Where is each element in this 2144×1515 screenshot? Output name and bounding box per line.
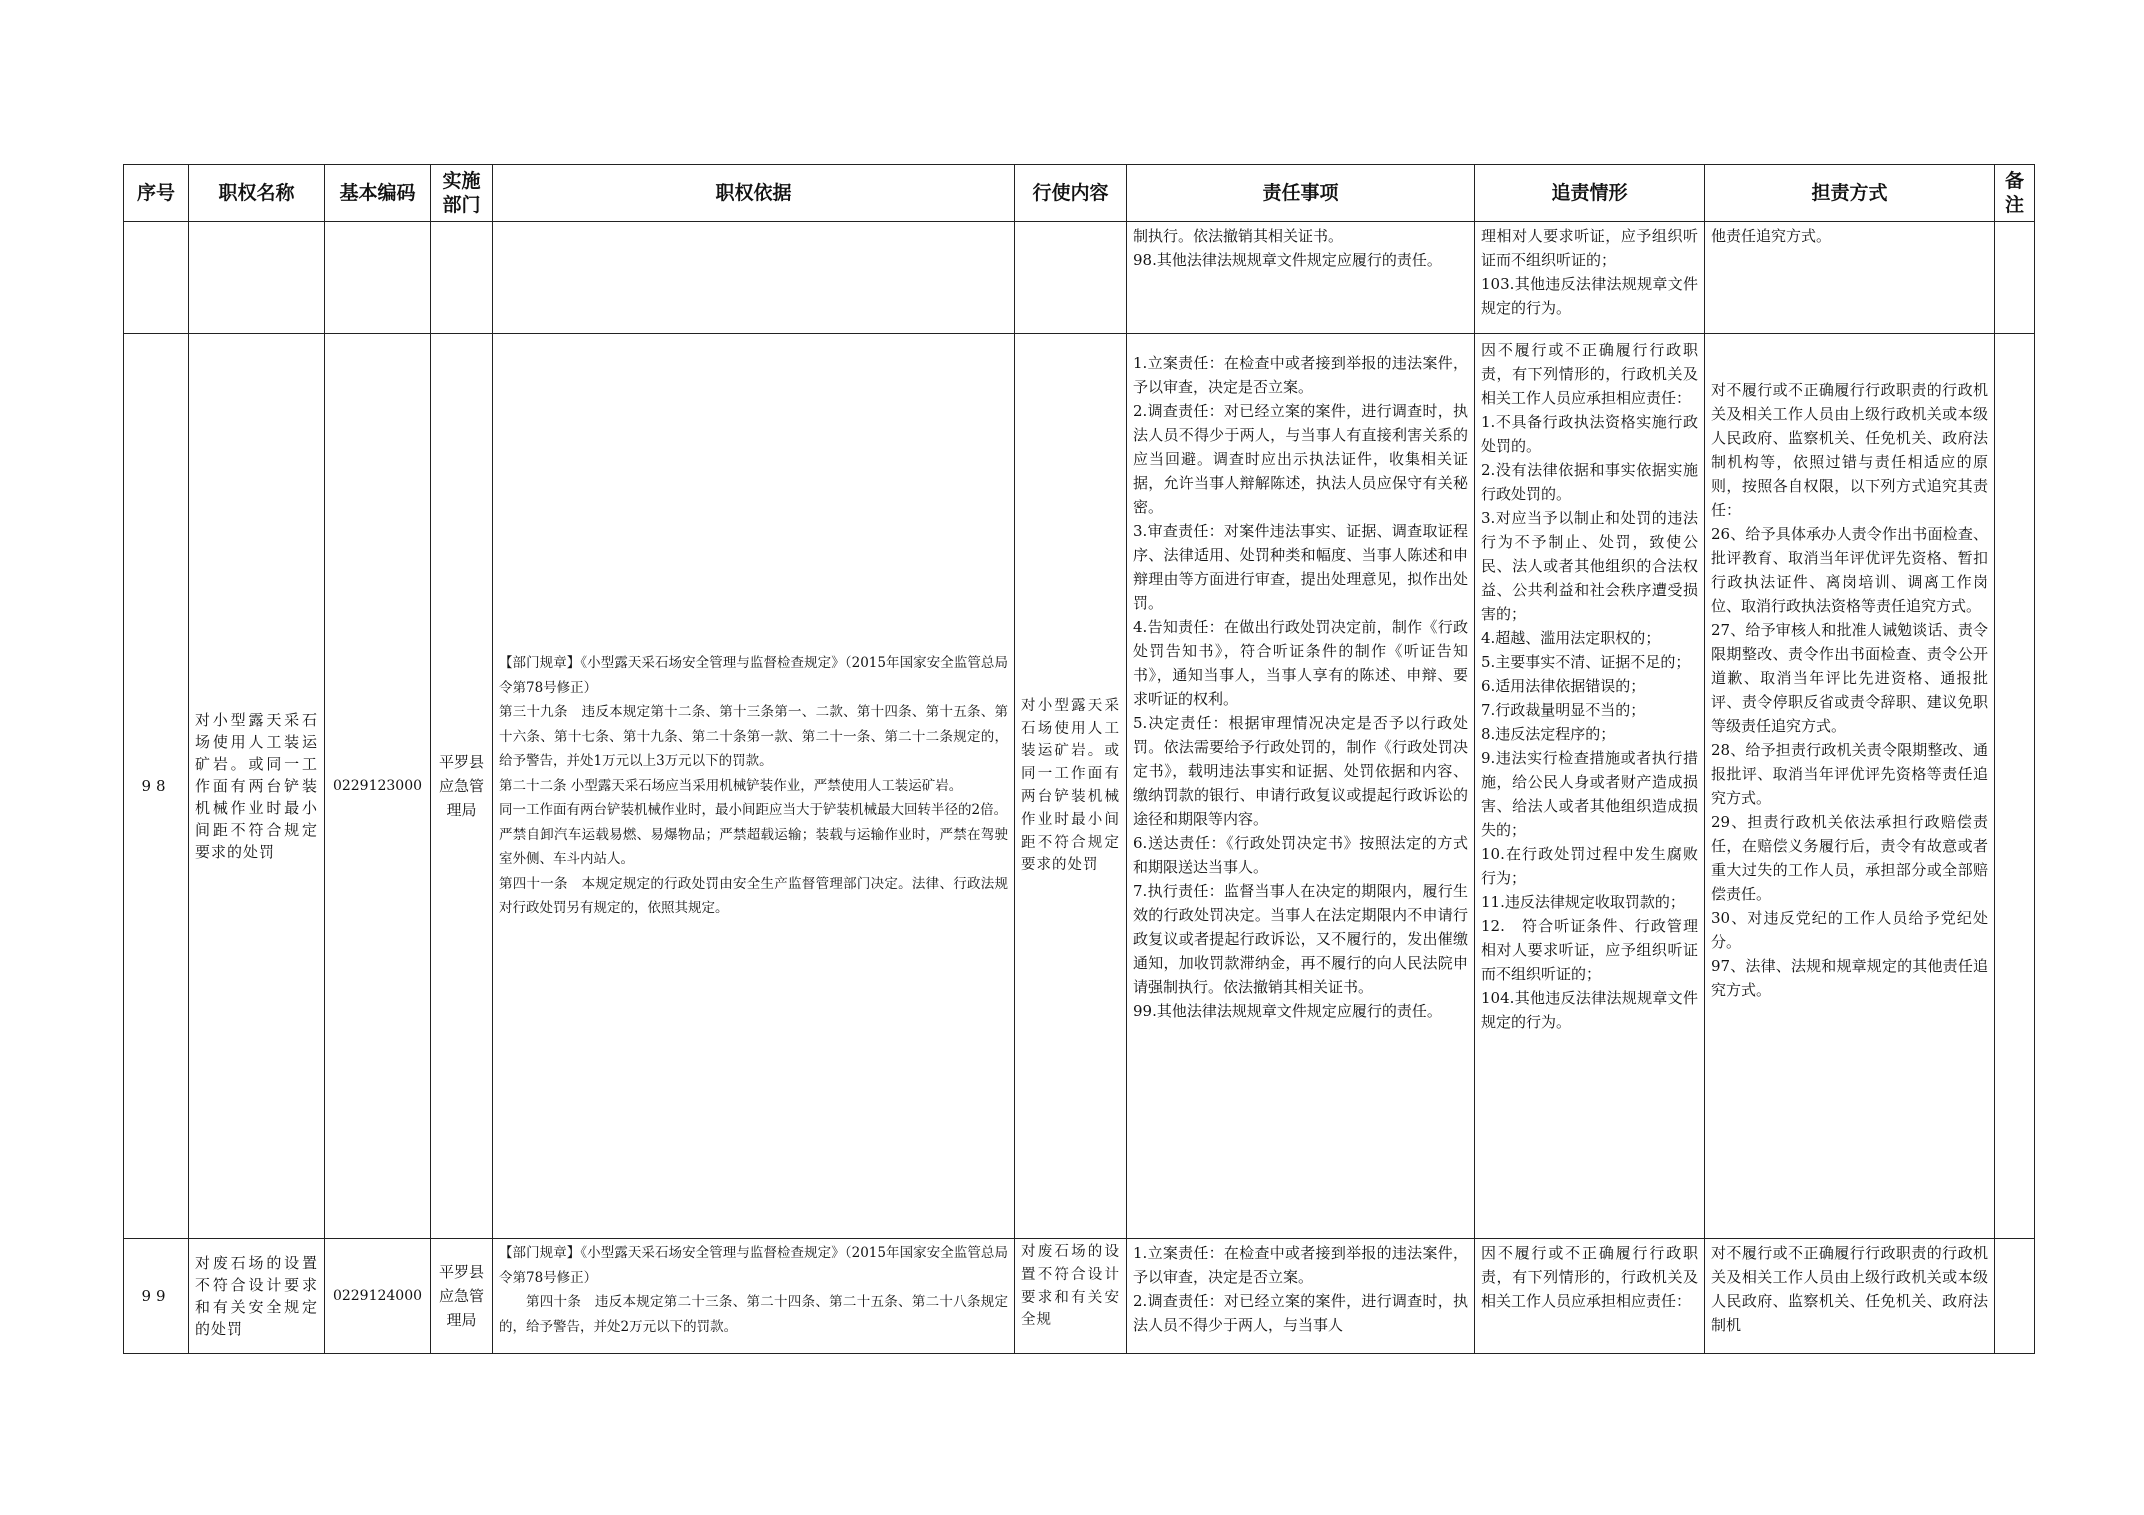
exercise-content: 对小型露天采石场使用人工装运矿岩。或同一工作面有两台铲装机械作业时最小间距不符合规定要求的处罚 bbox=[1021, 697, 1120, 874]
cell-method bbox=[1705, 1239, 1995, 1354]
accountability-line: 5.主要事实不清、证据不足的； bbox=[1481, 653, 1691, 671]
cell-method bbox=[1705, 222, 1995, 334]
responsibility-line: 制执行。依法撤销其相关证书。 bbox=[1133, 227, 1344, 245]
basis-line: 第三十九条 违反本规定第十二条、第十三条第一、二款、第十四条、第十五条、第十六条、第十七条、第十九条、第二十条第一款、第二十一条、第二十二条规定的，给予警告，并处1万元以上3万元以下的罚款。 bbox=[499, 704, 1008, 770]
accountability-line: 6.适用法律依据错误的； bbox=[1481, 677, 1646, 695]
cell-dept bbox=[431, 222, 493, 334]
header-dept: 实施部门 bbox=[431, 165, 493, 222]
accountability-line: 1.不具备行政执法资格实施行政处罚的。 bbox=[1481, 413, 1698, 455]
cell-responsibility bbox=[1127, 222, 1475, 334]
cell-code: 0229124000 bbox=[325, 1239, 431, 1354]
method-line: 对不履行或不正确履行行政职责的行政机关及相关工作人员由上级行政机关或本级人民政府、监察机关、任免机关、政府法制机构等，依照过错与责任相适应的原则，按照各自权限，以下列方式追究其责任： bbox=[1711, 381, 1988, 519]
basis-line: 第二十二条 小型露天采石场应当采用机械铲装作业，严禁使用人工装运矿岩。 bbox=[499, 777, 963, 794]
cell-content bbox=[1015, 334, 1127, 1239]
responsibility-line: 2.调查责任：对已经立案的案件，进行调查时，执法人员不得少于两人，与当事人 bbox=[1133, 1292, 1468, 1334]
accountability-line: 7.行政裁量明显不当的； bbox=[1481, 701, 1646, 719]
responsibility-line: 2.调查责任：对已经立案的案件，进行调查时，执法人员不得少于两人，与当事人有直接利害关系的应当回避。调查时应出示执法证件，收集相关证据，允许当事人辩解陈述，执法人员应保守有关秘密。 bbox=[1133, 402, 1468, 516]
header-code: 基本编码 bbox=[325, 165, 431, 222]
cell-seq: 99 bbox=[124, 1239, 189, 1354]
header-row bbox=[124, 165, 2035, 222]
cell-remark bbox=[1995, 1239, 2035, 1354]
header-method: 担责方式 bbox=[1705, 165, 1995, 222]
responsibility-line: 99.其他法律法规规章文件规定应履行的责任。 bbox=[1133, 1002, 1442, 1020]
basis-line: 【部门规章】《小型露天采石场安全管理与监督检查规定》（2015年国家安全监管总局令第78号修正） bbox=[499, 655, 1008, 696]
accountability-line: 2.没有法律依据和事实依据实施行政处罚的。 bbox=[1481, 461, 1698, 503]
cell-basis bbox=[493, 1239, 1015, 1354]
cell-remark bbox=[1995, 222, 2035, 334]
cell-responsibility bbox=[1127, 334, 1475, 1239]
method-line: 他责任追究方式。 bbox=[1711, 227, 1832, 245]
accountability-line: 11.违反法律规定收取罚款的； bbox=[1481, 893, 1685, 911]
cell-content bbox=[1015, 1239, 1127, 1354]
accountability-line: 因不履行或不正确履行行政职责，有下列情形的，行政机关及相关工作人员应承担相应责任： bbox=[1481, 341, 1698, 407]
header-responsibility: 责任事项 bbox=[1127, 165, 1475, 222]
duty-name: 对小型露天采石场使用人工装运矿岩。或同一工作面有两台铲装机械作业时最小间距不符合规定要求的处罚 bbox=[195, 711, 318, 861]
responsibility-line: 6.送达责任：《行政处罚决定书》按照法定的方式和期限送达当事人。 bbox=[1133, 834, 1468, 876]
accountability-line: 103.其他违反法律法规规章文件规定的行为。 bbox=[1481, 275, 1698, 317]
cell-seq: 98 bbox=[124, 334, 189, 1239]
cell-content bbox=[1015, 222, 1127, 334]
header-basis: 职权依据 bbox=[493, 165, 1015, 222]
cell-accountability bbox=[1475, 1239, 1705, 1354]
cell-method bbox=[1705, 334, 1995, 1239]
accountability-line: 理相对人要求听证，应予组织听证而不组织听证的； bbox=[1481, 227, 1698, 269]
responsibility-line: 1.立案责任：在检查中或者接到举报的违法案件，予以审查，决定是否立案。 bbox=[1133, 1244, 1468, 1286]
department: 平罗县应急管理局 bbox=[438, 1263, 484, 1329]
cell-dept bbox=[431, 1239, 493, 1354]
header-seq: 序号 bbox=[124, 165, 189, 222]
method-line: 对不履行或不正确履行行政职责的行政机关及相关工作人员由上级行政机关或本级人民政府、监察机关、任免机关、政府法制机 bbox=[1711, 1244, 1988, 1334]
method-line: 97、法律、法规和规章规定的其他责任追究方式。 bbox=[1711, 957, 1988, 999]
duties-table bbox=[123, 164, 2035, 1354]
method-line: 28、给予担责行政机关责令限期整改、通报批评、取消当年评优评先资格等责任追究方式。 bbox=[1711, 741, 1988, 807]
cell-remark bbox=[1995, 334, 2035, 1239]
cell-name bbox=[189, 222, 325, 334]
basis-line: 同一工作面有两台铲装机械作业时，最小间距应当大于铲装机械最大回转半径的2倍。 bbox=[499, 802, 1008, 819]
accountability-line: 因不履行或不正确履行行政职责，有下列情形的，行政机关及相关工作人员应承担相应责任： bbox=[1481, 1244, 1698, 1310]
table-row-98 bbox=[124, 334, 2035, 1239]
cell-dept bbox=[431, 334, 493, 1239]
department: 平罗县应急管理局 bbox=[438, 753, 484, 819]
responsibility-line: 3.审查责任：对案件违法事实、证据、调查取证程序、法律适用、处罚种类和幅度、当事人陈述和申辩理由等方面进行审查，提出处理意见，拟作出处罚。 bbox=[1133, 522, 1468, 612]
header-name: 职权名称 bbox=[189, 165, 325, 222]
responsibility-line: 5.决定责任：根据审理情况决定是否予以行政处罚。依法需要给予行政处罚的，制作《行政处罚决定书》，载明违法事实和证据、处罚依据和内容、缴纳罚款的银行、申请行政复议或提起行政诉讼的途径和期限等内容。 bbox=[1133, 714, 1468, 828]
basis-line: 第四十一条 本规定规定的行政处罚由安全生产监督管理部门决定。法律、行政法规对行政处罚另有规定的，依照其规定。 bbox=[499, 875, 1008, 917]
accountability-line: 8.违反法定程序的； bbox=[1481, 725, 1616, 743]
header-remark: 备注 bbox=[1995, 165, 2035, 222]
header-accountability: 追责情形 bbox=[1475, 165, 1705, 222]
cell-basis bbox=[493, 334, 1015, 1239]
cell-code: 0229123000 bbox=[325, 334, 431, 1239]
basis-line: 严禁自卸汽车运载易燃、易爆物品；严禁超载运输；装载与运输作业时，严禁在驾驶室外侧、车斗内站人。 bbox=[499, 826, 1008, 868]
method-line: 30、对违反党纪的工作人员给予党纪处分。 bbox=[1711, 909, 1988, 951]
method-line: 27、给予审核人和批准人诫勉谈话、责令限期整改、责令作出书面检查、责令公开道歉、取消当年评比先进资格、通报批评、责令停职反省或责令辞职、建议免职等级责任追究方式。 bbox=[1711, 621, 1988, 735]
cell-code bbox=[325, 222, 431, 334]
basis-line: 第四十条 违反本规定第二十三条、第二十四条、第二十五条、第二十八条规定的，给予警告，并处2万元以下的罚款。 bbox=[499, 1294, 1008, 1335]
responsibility-line: 1.立案责任：在检查中或者接到举报的违法案件，予以审查，决定是否立案。 bbox=[1133, 354, 1468, 396]
accountability-line: 9.违法实行检查措施或者执行措施，给公民人身或者财产造成损害、给法人或者其他组织造成损失的； bbox=[1481, 749, 1698, 839]
accountability-line: 104.其他违反法律法规规章文件规定的行为。 bbox=[1481, 989, 1698, 1031]
method-line: 29、担责行政机关依法承担行政赔偿责任，在赔偿义务履行后，责令有故意或者重大过失的工作人员，承担部分或全部赔偿责任。 bbox=[1711, 813, 1988, 903]
cell-seq bbox=[124, 222, 189, 334]
cell-accountability bbox=[1475, 222, 1705, 334]
responsibility-line: 98.其他法律法规规章文件规定应履行的责任。 bbox=[1133, 251, 1442, 269]
table-row-continued bbox=[124, 222, 2035, 334]
cell-responsibility bbox=[1127, 1239, 1475, 1354]
table-row-99 bbox=[124, 1239, 2035, 1354]
basis-line: 【部门规章】《小型露天采石场安全管理与监督检查规定》（2015年国家安全监管总局令第78号修正） bbox=[499, 1245, 1008, 1286]
accountability-line: 12. 符合听证条件、行政管理相对人要求听证，应予组织听证而不组织听证的； bbox=[1481, 917, 1698, 983]
cell-basis bbox=[493, 222, 1015, 334]
cell-accountability bbox=[1475, 334, 1705, 1239]
cell-name bbox=[189, 334, 325, 1239]
responsibility-line: 7.执行责任：监督当事人在决定的期限内，履行生效的行政处罚决定。当事人在法定期限内不申请行政复议或者提起行政诉讼，又不履行的，发出催缴通知，加收罚款滞纳金，再不履行的向人民法院申请强制执行。依法撤销其相关证书。 bbox=[1133, 882, 1468, 996]
method-line: 26、给予具体承办人责令作出书面检查、批评教育、取消当年评优评先资格、暂扣行政执法证件、离岗培训、调离工作岗位、取消行政执法资格等责任追究方式。 bbox=[1711, 525, 1988, 615]
accountability-line: 4.超越、滥用法定职权的； bbox=[1481, 629, 1661, 647]
cell-name bbox=[189, 1239, 325, 1354]
exercise-content: 对废石场的设置不符合设计要求和有关安全规 bbox=[1021, 1244, 1120, 1329]
header-content: 行使内容 bbox=[1015, 165, 1127, 222]
accountability-line: 10.在行政处罚过程中发生腐败行为； bbox=[1481, 845, 1698, 887]
accountability-line: 3.对应当予以制止和处罚的违法行为不予制止、处罚，致使公民、法人或者其他组织的合法权益、公共利益和社会秩序遭受损害的； bbox=[1481, 509, 1698, 623]
duty-name: 对废石场的设置不符合设计要求和有关安全规定的处罚 bbox=[195, 1254, 318, 1338]
responsibility-line: 4.告知责任：在做出行政处罚决定前，制作《行政处罚告知书》，符合听证条件的制作《听证告知书》，通知当事人，当事人享有的陈述、申辩、要求听证的权利。 bbox=[1133, 618, 1468, 708]
